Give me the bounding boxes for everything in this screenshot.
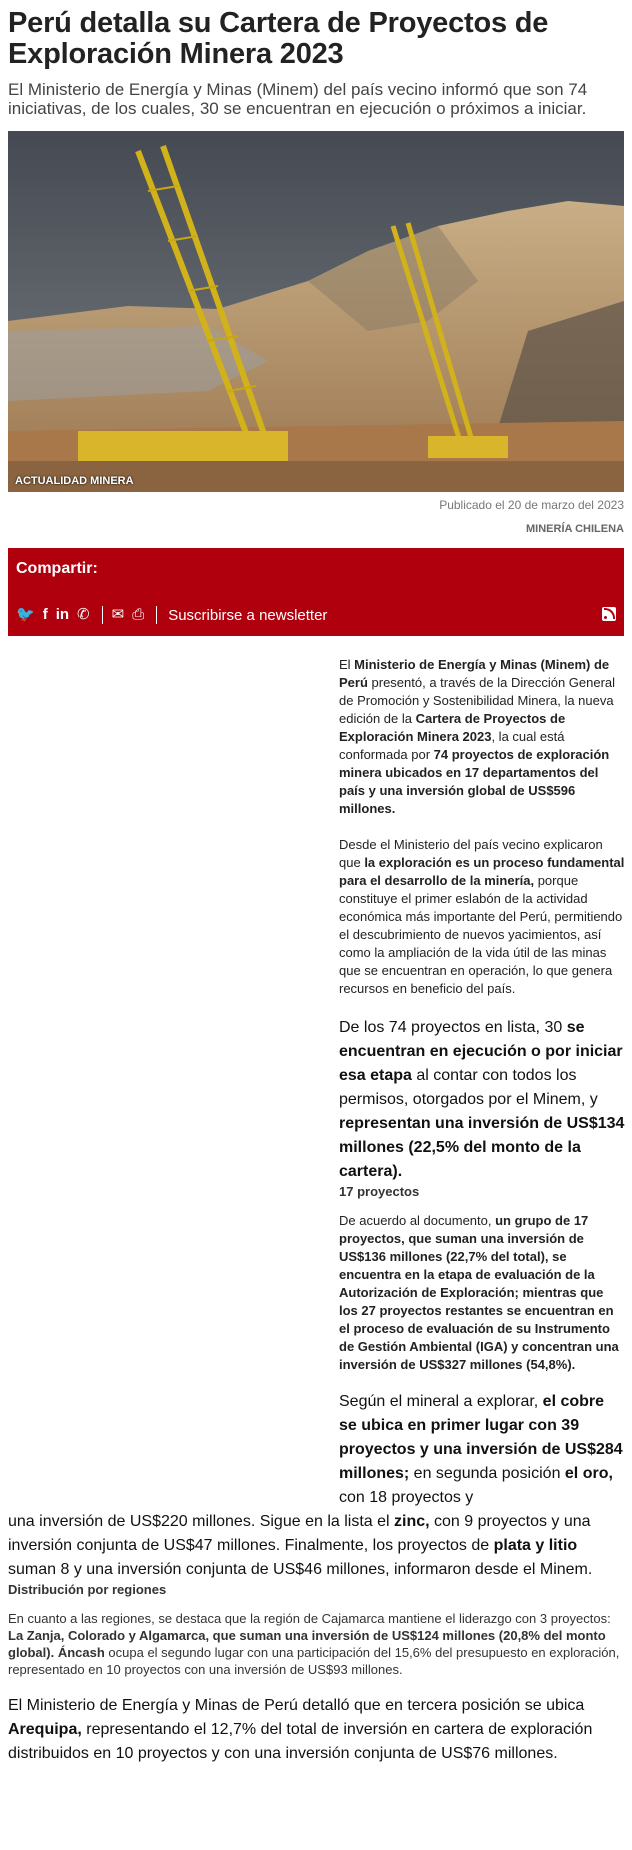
paragraph-1 — [339, 656, 625, 818]
newsletter-link[interactable]: Suscribirse a newsletter — [168, 606, 328, 624]
text-run: suman 8 y una inversión conjunta de US$46 millones, informaron desde el Minem. — [8, 1561, 593, 1578]
facebook-icon[interactable]: f — [42, 606, 48, 623]
subheading-distribucion: Distribución por regiones — [8, 1582, 167, 1597]
email-icon[interactable]: ✉ — [111, 606, 125, 623]
text-run: porque constituye el primer eslabón de la actividad económica más importante del Perú, permitiendo el descubrimiento de nuevos yacimientos, así como la ampliación de la vida útil de las minas que se encuentran en operación, lo que genera recursos en beneficio del país. — [339, 873, 623, 996]
paragraph-4 — [339, 1212, 625, 1374]
share-bar — [8, 548, 624, 636]
paragraph-2 — [339, 836, 625, 998]
divider — [102, 606, 103, 624]
text-run: El Ministerio de Energía y Minas de Perú detalló que en tercera posición se ubica — [8, 1697, 585, 1714]
text-run: presentó, a través de la Dirección General de Promoción y Sostenibilidad Minera, la nueva edición de la — [339, 675, 616, 726]
article-meta — [8, 498, 624, 536]
paragraph-7 — [8, 1694, 624, 1766]
text-run: al contar con todos los permisos, otorgados por el Minem, y — [339, 1067, 598, 1108]
text-run: La Zanja, Colorado y Algamarca, que suman una inversión de US$124 millones (20,8% del monto global). Áncash — [8, 1628, 606, 1660]
article-lead: El Ministerio de Energía y Minas (Minem) del país vecino informó que son 74 iniciativas, de los cuales, 30 se encuentran en ejecución o próximos a iniciar. — [8, 80, 588, 118]
article-title: Perú detalla su Cartera de Proyectos de Exploración Minera 2023 — [8, 7, 549, 70]
text-run: Ministerio de Energía y Minas (Minem) de Perú — [339, 657, 610, 690]
text-run: una inversión de US$220 millones. Sigue en la lista el — [8, 1513, 395, 1530]
text-run: con 18 proyectos y — [339, 1489, 474, 1506]
text-run: representan una inversión de US$134 millones (22,5% del monto de la cartera). — [339, 1115, 625, 1180]
subheading-17-proyectos: 17 proyectos — [339, 1184, 420, 1199]
text-run: Según el mineral a explorar, — [339, 1393, 543, 1410]
text-run: Cartera de Proyectos de Exploración Minera 2023 — [339, 711, 566, 744]
text-run: la exploración es un proceso fundamental para el desarrollo de la minería, — [339, 855, 625, 888]
text-run: con 9 proyectos y una inversión conjunta de US$47 millones. Finalmente, los proyectos de — [8, 1513, 591, 1554]
text-run: el cobre se ubica en primer lugar con 39 proyectos y una inversión de US$284 millones; — [339, 1393, 623, 1482]
text-run: zinc, — [394, 1513, 430, 1530]
image-credit: ACTUALIDAD MINERA — [15, 475, 134, 487]
text-run: plata y litio — [493, 1537, 578, 1554]
text-run: se encuentran en ejecución o por iniciar esa etapa — [339, 1019, 623, 1084]
rss-icon[interactable] — [602, 607, 616, 621]
share-label: Compartir: — [16, 560, 98, 577]
text-run: De los 74 proyectos en lista, 30 — [339, 1019, 567, 1036]
publish-date: Publicado el 20 de marzo del 2023 — [439, 498, 624, 512]
text-run: Arequipa, — [8, 1721, 82, 1738]
text-run: El — [339, 657, 355, 672]
text-run: , la cual está conformada por — [339, 729, 565, 762]
paragraph-5a — [339, 1390, 625, 1510]
share-actions — [16, 605, 616, 625]
text-run: un grupo de 17 proyectos, que suman una inversión de US$136 millones (22,7% del total), se encuentra en la etapa de evaluación de la Autorización de Exploración; mientras que los 27 proyectos restantes se encuentran en el proceso de evaluación de su Instrumento de Gestión Ambiental (IGA) y concentran una inversión de US$327 millones (54,8%). — [339, 1213, 619, 1372]
text-run: Desde el Ministerio del país vecino explicaron que — [339, 837, 603, 870]
paragraph-6 — [8, 1610, 624, 1678]
paragraph-3 — [339, 1016, 625, 1184]
text-run: en segunda posición — [409, 1465, 565, 1482]
hero-image — [8, 131, 624, 492]
twitter-icon[interactable]: 🐦 — [16, 606, 35, 623]
print-icon[interactable]: ⎙ — [132, 606, 145, 623]
article-source: MINERÍA CHILENA — [526, 523, 624, 535]
paragraph-5b — [8, 1510, 624, 1582]
whatsapp-icon[interactable]: ✆ — [77, 606, 90, 623]
linkedin-icon[interactable]: in — [55, 606, 70, 623]
text-run: De acuerdo al documento, — [339, 1213, 496, 1228]
article-body-column — [339, 656, 625, 1510]
divider — [156, 606, 157, 624]
text-run: representando el 12,7% del total de inversión en cartera de exploración distribuidos en 10 proyectos y con una inversión conjunta de US$76 millones. — [8, 1721, 593, 1762]
drilling-rigs-illustration — [8, 131, 624, 492]
text-run: ocupa el segundo lugar con una participación del 15,6% del presupuesto en exploración, representado en 10 proyectos con una inversión de US$93 millones. — [8, 1645, 620, 1677]
text-run: 74 proyectos de exploración minera ubicados en 17 departamentos del país y una inversión global de US$596 millones. — [339, 747, 610, 816]
article-page — [0, 8, 632, 1766]
text-run: el oro, — [564, 1465, 613, 1482]
text-run: En cuanto a las regiones, se destaca que la región de Cajamarca mantiene el liderazgo con 3 proyectos: — [8, 1611, 611, 1626]
